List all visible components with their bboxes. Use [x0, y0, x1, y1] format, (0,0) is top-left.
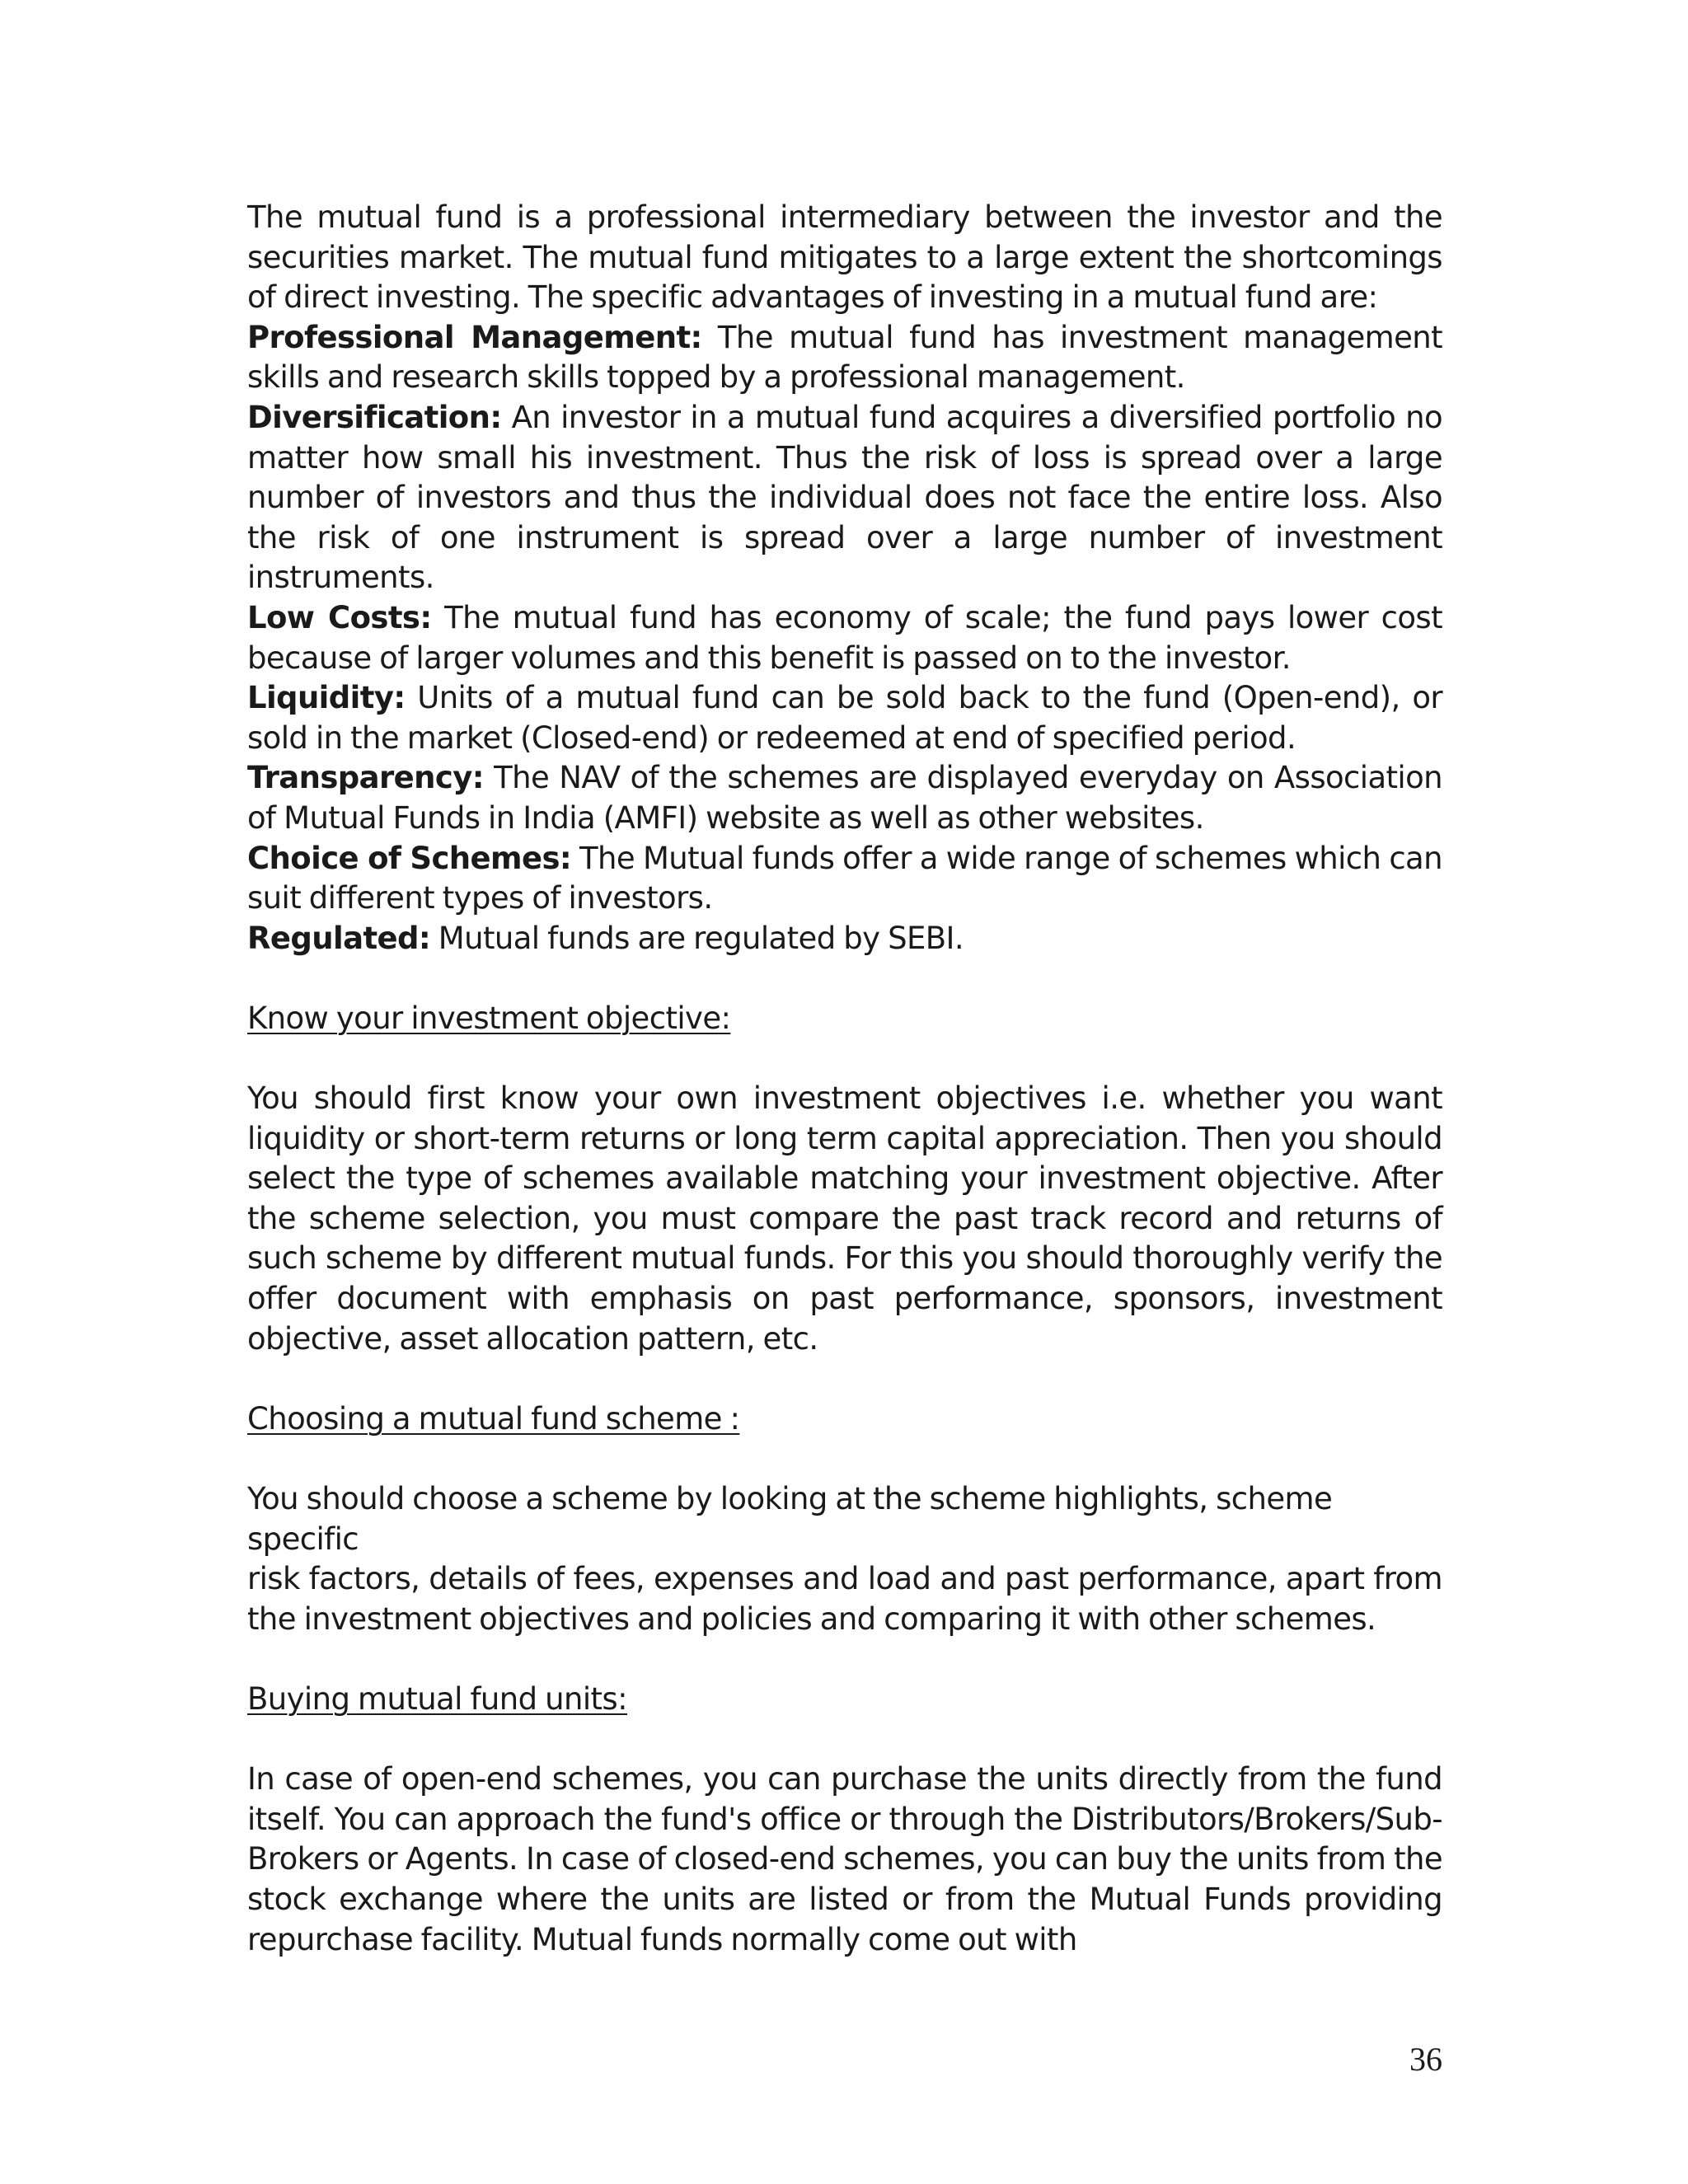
section-paragraph: In case of open-end schemes, you can purchase the units directly from the fund itself. You can approach the fund's office or through the Distributors/Brokers/Sub-Brokers or Agents. In case of closed-end schemes, you can buy the units from the stock exchange where the units are listed or from the Mutual Funds providing repurchase facility. Mutual funds normally come out with [247, 1761, 1442, 1957]
advantage-term: Professional Management: [247, 319, 702, 355]
section-paragraph: You should choose a scheme by looking at the scheme highlights, scheme specific [247, 1481, 1333, 1557]
advantage-text: The Mutual funds offer a wide range of schemes which can suit different types of investors. [247, 840, 1442, 916]
advantage-low-costs [247, 598, 1442, 678]
advantage-text: Units of a mutual fund can be sold back to the fund (Open-end), or sold in the market (Closed-end) or redeemed at end of specified period. [247, 680, 1442, 756]
advantage-professional-management [247, 318, 1442, 398]
advantage-term: Liquidity: [247, 680, 406, 716]
document-body [247, 198, 1442, 1960]
advantage-text: The mutual fund has economy of scale; the fund pays lower cost because of larger volumes and this benefit is passed on to the investor. [247, 599, 1442, 676]
advantage-text: Mutual funds are regulated by SEBI. [430, 920, 964, 956]
advantage-term: Diversification: [247, 399, 502, 435]
advantage-text: The NAV of the schemes are displayed everyday on Association of Mutual Funds in India (AMFI) website as well as other websites. [247, 760, 1442, 836]
advantage-term: Transparency: [247, 760, 484, 796]
advantage-regulated [247, 919, 1442, 959]
section-heading-buying-units: Buying mutual fund units: [247, 1680, 627, 1717]
advantage-transparency [247, 758, 1442, 838]
advantage-text: The mutual fund has investment management skills and research skills topped by a professional management. [247, 319, 1442, 396]
section-paragraph: risk factors, details of fees, expenses and load and past performance, apart from the investment objectives and policies and comparing it with other schemes. [247, 1561, 1442, 1637]
advantage-term: Regulated: [247, 920, 431, 956]
advantage-diversification [247, 398, 1442, 598]
advantage-term: Choice of Schemes: [247, 840, 572, 876]
advantage-text: An investor in a mutual fund acquires a diversified portfolio no matter how small his investment. Thus the risk of loss is spread over a large number of investors and thus the individual does not face the entire loss. Also the risk of one instrument is spread over a large number of investment instruments. [247, 399, 1442, 596]
advantage-choice-of-schemes [247, 839, 1442, 919]
section-paragraph: You should first know your own investment objectives i.e. whether you want liquidity or short-term returns or long term capital appreciation. Then you should select the type of schemes available matching your investment objective. After the scheme selection, you must compare the past track record and returns of such scheme by different mutual funds. For this you should thoroughly verify the offer document with emphasis on past performance, sponsors, investment objective, asset allocation pattern, etc. [247, 1080, 1442, 1357]
section-heading-choosing-scheme: Choosing a mutual fund scheme : [247, 1400, 740, 1436]
advantage-term: Low Costs: [247, 599, 432, 635]
section-heading-investment-objective: Know your investment objective: [247, 1000, 731, 1036]
page-number: 36 [1409, 2041, 1442, 2078]
advantage-liquidity [247, 678, 1442, 758]
intro-paragraph: The mutual fund is a professional intermediary between the investor and the securities market. The mutual fund mitigates to a large extent the shortcomings of direct investing. The specific advantages of investing in a mutual fund are: [247, 199, 1442, 316]
